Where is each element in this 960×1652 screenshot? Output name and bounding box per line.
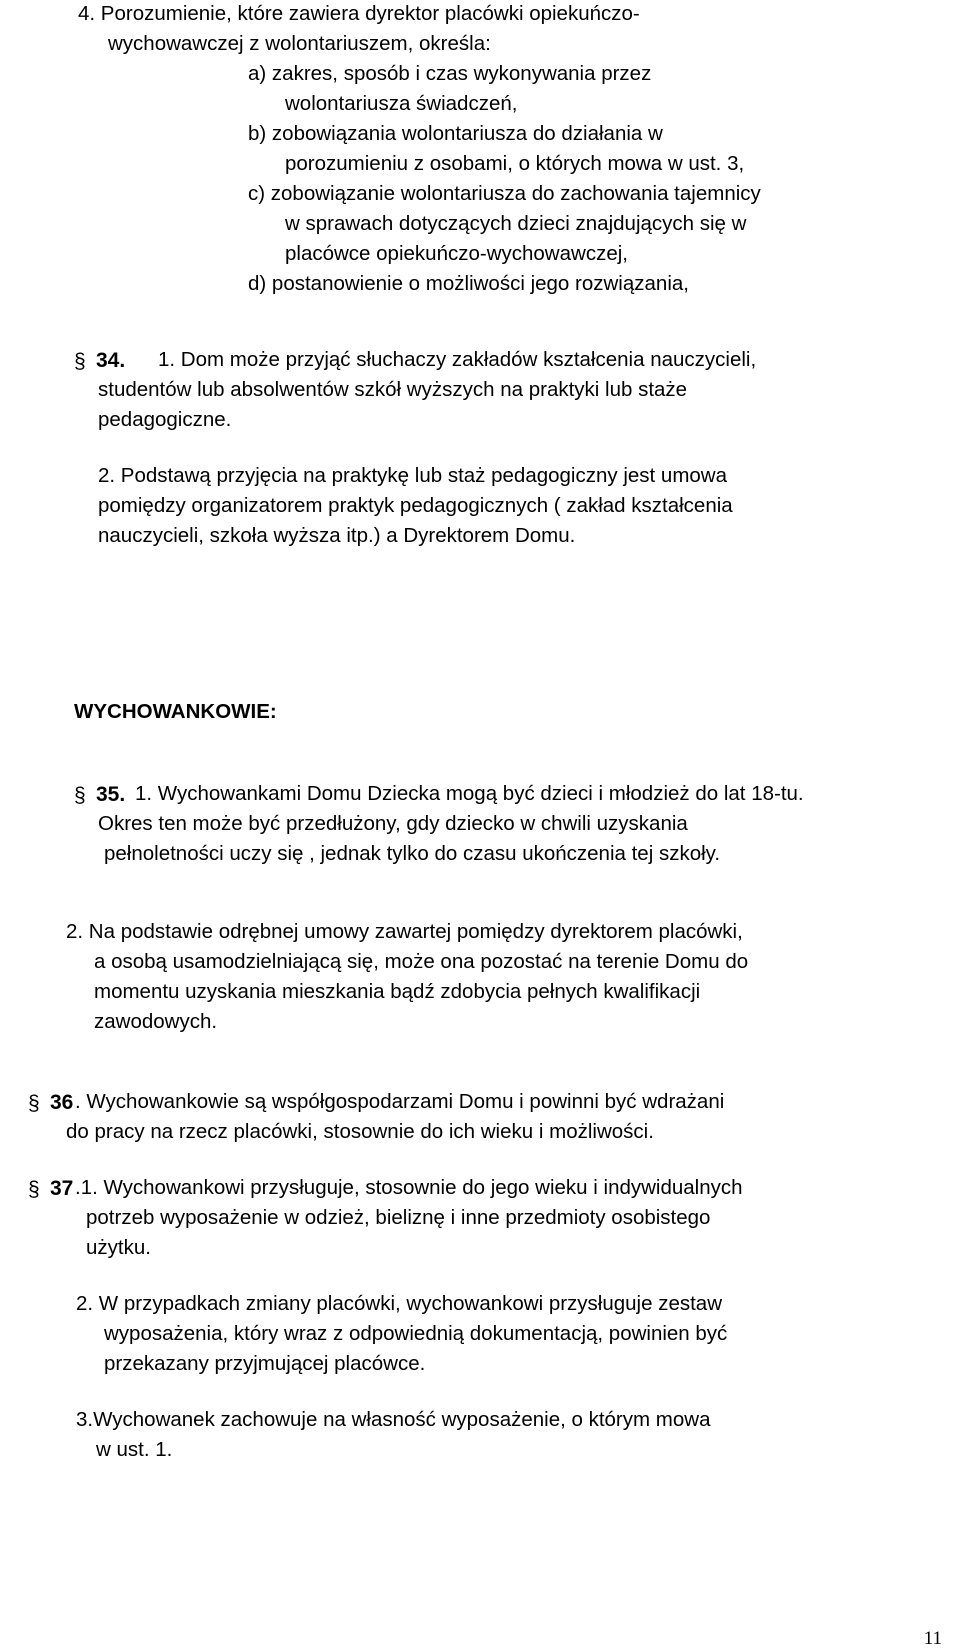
section-35-p1-line-1: 1. Wychowankami Domu Dziecka mogą być dzieci i młodzież do lat 18-tu.: [135, 782, 804, 805]
section-37-p1-line-1: .1. Wychowankowi przysługuje, stosownie do jego wieku i indywidualnych: [75, 1176, 743, 1199]
page-number: 11: [923, 1628, 942, 1649]
section-symbol: §: [28, 1092, 40, 1115]
section-34-p1-line-2: studentów lub absolwentów szkół wyższych na praktyki lub staże: [98, 378, 688, 401]
section-34-p2-line-3: nauczycieli, szkoła wyższa itp.) a Dyrektorem Domu.: [98, 524, 576, 547]
section-34-p2-line-2: pomiędzy organizatorem praktyk pedagogicznych ( zakład kształcenia: [98, 494, 733, 517]
item-c-line-2: w sprawach dotyczących dzieci znajdujących się w: [285, 212, 747, 235]
section-37-p2-line-1: 2. W przypadkach zmiany placówki, wychowankowi przysługuje zestaw: [76, 1292, 723, 1315]
section-number: 36: [50, 1091, 74, 1114]
section-36-line-2: do pracy na rzecz placówki, stosownie do ich wieku i możliwości.: [66, 1120, 654, 1143]
section-heading-wychowankowie: WYCHOWANKOWIE:: [74, 700, 277, 723]
section-35-p2-line-4: zawodowych.: [94, 1010, 218, 1033]
section-number: 34.: [96, 349, 126, 372]
section-35-p1-line-3: pełnoletności uczy się , jednak tylko do czasu ukończenia tej szkoły.: [104, 842, 721, 865]
section-symbol: §: [74, 350, 86, 373]
item-a-line-2: wolontariusza świadczeń,: [285, 92, 518, 115]
item-b-line-2: porozumieniu z osobami, o których mowa w ust. 3,: [285, 152, 745, 175]
item-c-line-3: placówce opiekuńczo-wychowawczej,: [285, 242, 628, 265]
section-symbol: §: [74, 784, 86, 807]
section-36-heading: [28, 1092, 73, 1113]
section-34-p1-line-1: 1. Dom może przyjąć słuchaczy zakładów kształcenia nauczycieli,: [158, 348, 757, 371]
section-34-p2-line-1: 2. Podstawą przyjęcia na praktykę lub staż pedagogiczny jest umowa: [98, 464, 728, 487]
item-a-line-1: a) zakres, sposób i czas wykonywania przez: [248, 62, 652, 85]
section-36-line-1: . Wychowankowie są współgospodarzami Domu i powinni być wdrażani: [75, 1090, 725, 1113]
item-c-line-1: c) zobowiązanie wolontariusza do zachowania tajemnicy: [248, 182, 761, 205]
section-symbol: §: [28, 1178, 40, 1201]
item-4-line-1: 4. Porozumienie, które zawiera dyrektor placówki opiekuńczo-: [78, 2, 640, 25]
section-37-p2-line-3: przekazany przyjmującej placówce.: [104, 1352, 426, 1375]
section-37-p3-line-2: w ust. 1.: [96, 1438, 173, 1461]
section-35-p1-line-2: Okres ten może być przedłużony, gdy dziecko w chwili uzyskania: [98, 812, 688, 835]
section-37-p1-line-2: potrzeb wyposażenie w odzież, bieliznę i inne przedmioty osobistego: [86, 1206, 711, 1229]
section-37-heading: [28, 1178, 73, 1199]
section-34-heading: [74, 350, 125, 371]
section-35-p2-line-3: momentu uzyskania mieszkania bądź zdobycia pełnych kwalifikacji: [94, 980, 701, 1003]
item-b-line-1: b) zobowiązania wolontariusza do działania w: [248, 122, 663, 145]
section-35-heading: [74, 784, 125, 805]
section-number: 35.: [96, 783, 126, 806]
section-number: 37: [50, 1177, 74, 1200]
section-35-p2-line-1: 2. Na podstawie odrębnej umowy zawartej pomiędzy dyrektorem placówki,: [66, 920, 743, 943]
item-d-line-1: d) postanowienie o możliwości jego rozwiązania,: [248, 272, 689, 295]
section-37-p1-line-3: użytku.: [86, 1236, 151, 1259]
section-37-p3-line-1: 3.Wychowanek zachowuje na własność wyposażenie, o którym mowa: [76, 1408, 711, 1431]
section-37-p2-line-2: wyposażenia, który wraz z odpowiednią dokumentacją, powinien być: [104, 1322, 728, 1345]
section-35-p2-line-2: a osobą usamodzielniającą się, może ona pozostać na terenie Domu do: [94, 950, 749, 973]
section-34-p1-line-3: pedagogiczne.: [98, 408, 232, 431]
item-4-line-2: wychowawczej z wolontariuszem, określa:: [108, 32, 491, 55]
